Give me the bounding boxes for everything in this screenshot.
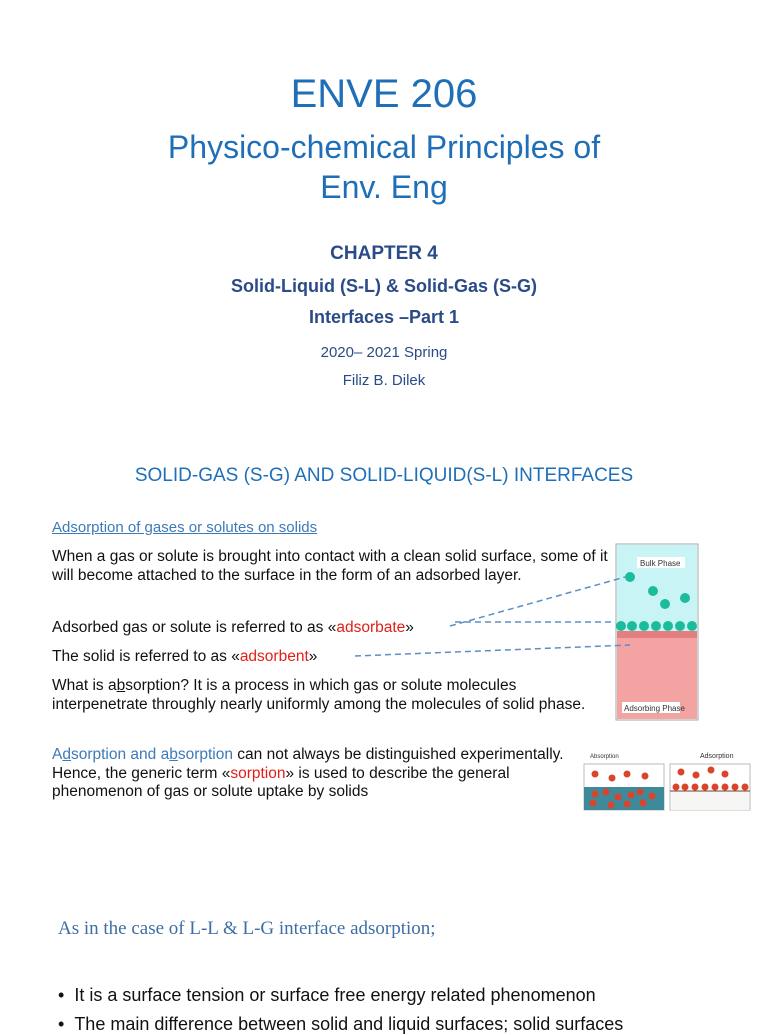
text: sorption and a — [70, 746, 170, 763]
paragraph-adsorbed-layer: When a gas or solute is brought into contact with a clean solid surface, some of it will become attached to the surface in the form of an adsorbed layer. — [52, 548, 608, 584]
bulk-phase-label: Bulk Phase — [640, 559, 681, 568]
text: Adsorbed gas or solute is referred to as « — [52, 619, 337, 636]
adsorption-diagram — [0, 530, 768, 820]
bullet-item: • The main difference between solid and liquid surfaces; solid surfaces — [58, 1014, 624, 1034]
term: 2020– 2021 Spring — [320, 344, 448, 361]
slide3-intro: As in the case of L-L & L-G interface adsorption; — [58, 918, 436, 939]
bullet-text: It is a surface tension or surface free energy related phenomenon — [74, 985, 596, 1005]
text: What is a — [52, 677, 117, 694]
text: d — [62, 746, 71, 763]
text: » is used to describe the general phenomenon of gas or solute uptake by solids — [52, 764, 510, 800]
chapter-label: CHAPTER 4 — [330, 243, 438, 264]
author: Filiz B. Dilek — [342, 372, 426, 389]
adsorbing-solid — [671, 791, 749, 810]
adsorbing-phase-label: Adsorbing Phase — [624, 704, 685, 713]
text: sorption — [177, 746, 233, 763]
text: » — [405, 619, 414, 636]
adsorption-label: Adsorption — [700, 753, 734, 760]
surface-layer — [617, 631, 697, 638]
absorption-label: Absorption — [590, 754, 619, 760]
bullet-item: • It is a surface tension or surface free energy related phenomenon — [58, 985, 596, 1005]
text: A — [52, 746, 63, 763]
course-subtitle — [0, 127, 768, 207]
text: sorption? It is a process in which gas or solute molecules interpenetrate throughly nearly uniformly among the molecules of solid phase. — [52, 677, 586, 713]
slide-subheading: Adsorption of gases or solutes on solids — [52, 519, 318, 536]
text: The solid is referred to as « — [52, 648, 240, 665]
slide-heading: SOLID-GAS (S-G) AND SOLID-LIQUID(S-L) INTERFACES — [134, 465, 634, 486]
pointer-arrows — [355, 577, 630, 656]
text: b — [169, 746, 178, 763]
text: » — [308, 648, 318, 665]
text: can not always be distinguished experimentally. Hence, the generic term « — [52, 746, 564, 782]
text: b — [116, 677, 126, 694]
subtitle-line1: Physico-chemical Principles of — [167, 129, 601, 165]
subtitle-line2: Env. Eng — [320, 169, 448, 205]
chapter-title-line1: Solid-Liquid (S-L) & Solid-Gas (S-G) — [231, 276, 537, 296]
term-adsorbate: adsorbate — [336, 619, 406, 636]
bullet-text: The main difference between solid and liquid surfaces; solid surfaces — [74, 1014, 624, 1034]
term-adsorbent: adsorbent — [239, 648, 309, 665]
course-title: ENVE 206 — [290, 72, 478, 116]
chapter-title-line2: Interfaces –Part 1 — [308, 307, 460, 327]
term-sorption: sorption — [230, 764, 286, 782]
